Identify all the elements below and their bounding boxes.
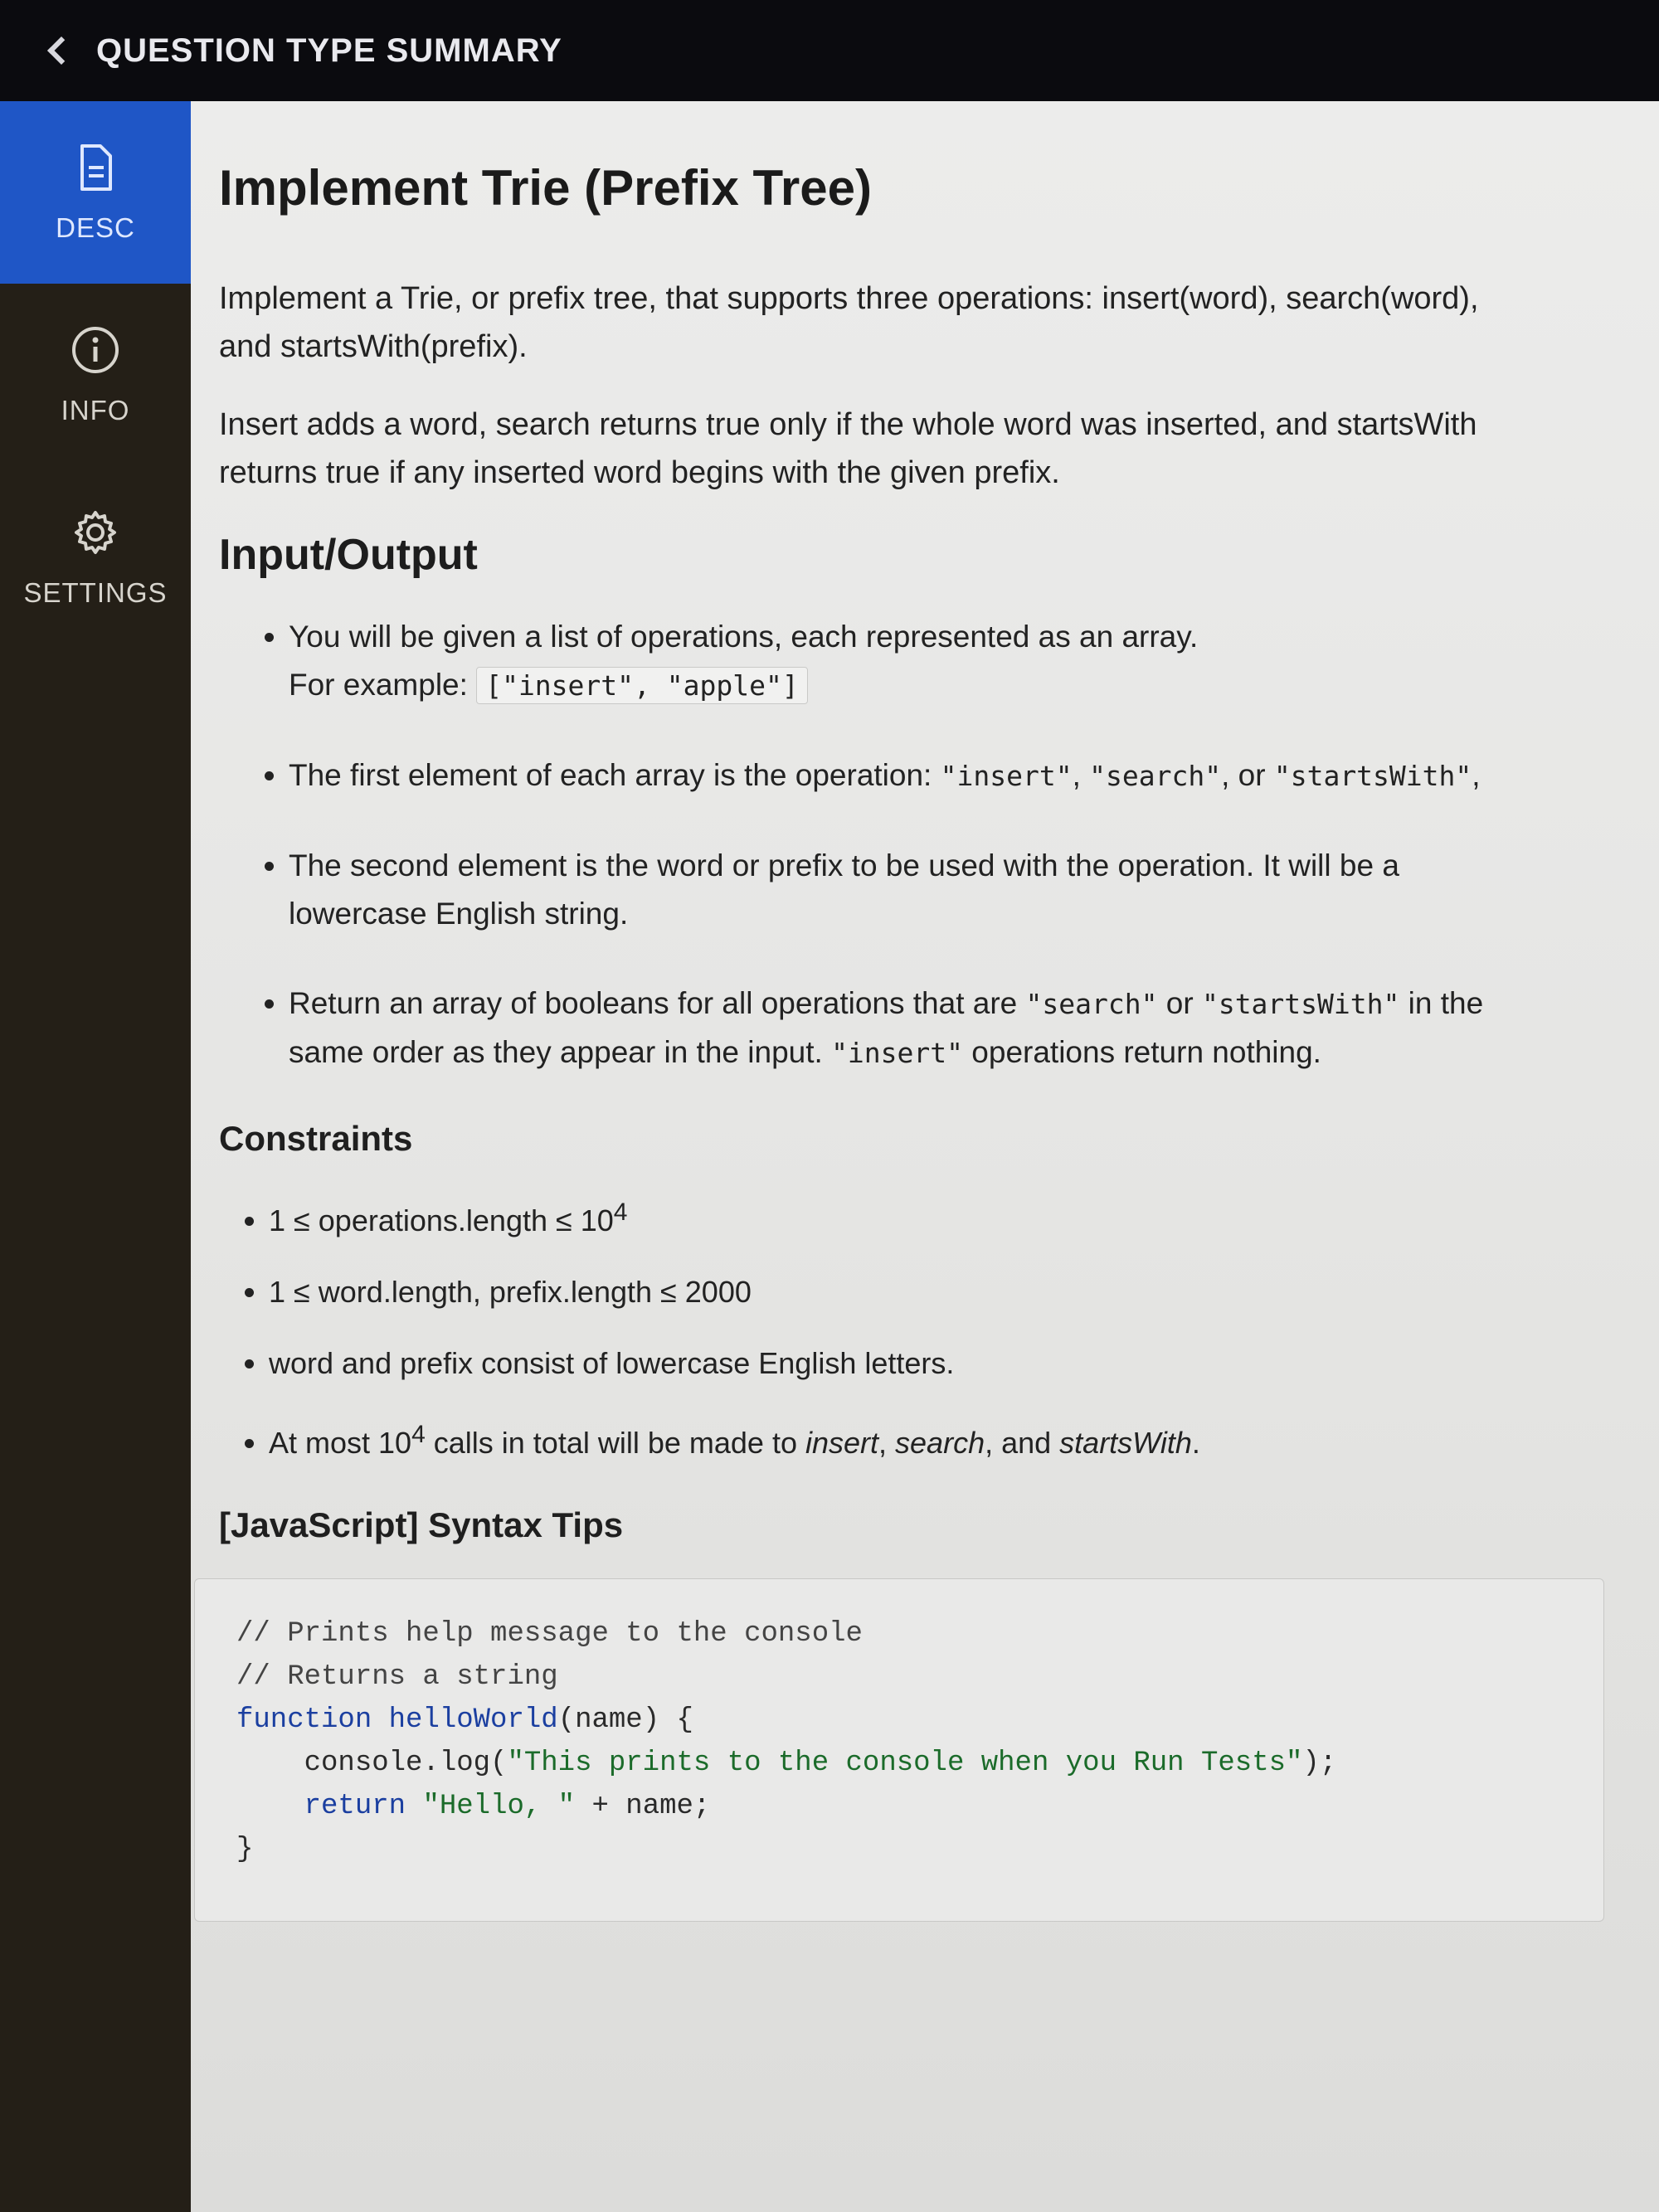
io-text: , [1472, 758, 1481, 792]
list-item [289, 613, 1488, 710]
problem-title: Implement Trie (Prefix Tree) [219, 160, 872, 216]
superscript: 4 [411, 1421, 426, 1448]
list-item [269, 1343, 1488, 1384]
inline-code: "startsWith" [1201, 988, 1400, 1020]
back-chevron-icon[interactable] [47, 36, 75, 65]
sidebar [0, 101, 191, 2212]
superscript: 4 [613, 1198, 628, 1226]
example-code: ["insert", "apple"] [476, 667, 808, 704]
code-string: "This prints to the console when you Run Tests" [507, 1748, 1303, 1779]
constraint-text: At most 10 [269, 1426, 412, 1460]
constraints-list [219, 1192, 1488, 1464]
inline-code: "insert" [831, 1037, 964, 1069]
code-text: + name; [575, 1791, 711, 1822]
description-paragraph: Implement a Trie, or prefix tree, that supports three operations: insert(word), search(word), and startsWith(prefix). [219, 281, 1479, 364]
constraints-heading: Constraints [219, 1119, 413, 1158]
top-bar [0, 0, 1659, 101]
sidebar-item-info[interactable] [0, 284, 191, 466]
inline-code: "insert" [940, 760, 1073, 792]
inline-code: "search" [1089, 760, 1222, 792]
syntax-tips-heading: [JavaScript] Syntax Tips [219, 1505, 624, 1544]
code-text: } [236, 1834, 254, 1865]
constraint-text: word and prefix consist of lowercase English letters. [269, 1346, 955, 1380]
description-panel [191, 101, 1659, 2212]
constraint-text: search [895, 1426, 985, 1460]
io-text: operations return nothing. [963, 1035, 1321, 1069]
description-paragraph: Insert adds a word, search returns true only if the whole word was inserted, and startsWith returns true if any inserted word begins with the given prefix. [219, 407, 1477, 490]
io-list [219, 613, 1488, 1077]
page-header-title[interactable]: QUESTION TYPE SUMMARY [96, 32, 562, 69]
code-string: "Hello, " [406, 1791, 576, 1822]
constraint-text: calls in total will be made to [425, 1426, 805, 1460]
sidebar-item-label: SETTINGS [23, 577, 168, 608]
constraint-text: insert [805, 1426, 879, 1460]
io-text: Return an array of booleans for all operations that are [289, 986, 1026, 1020]
list-item [269, 1271, 1488, 1313]
gear-icon [69, 506, 122, 559]
constraint-text: 1 ≤ word.length, prefix.length ≤ 2000 [269, 1275, 752, 1309]
constraint-text: 1 ≤ operations.length ≤ 10 [269, 1203, 614, 1237]
io-text: , or [1221, 758, 1274, 792]
io-text: For example: [289, 668, 468, 702]
document-icon [69, 141, 122, 194]
sidebar-item-desc[interactable] [0, 101, 191, 284]
list-item [269, 1192, 1488, 1242]
code-comment: // Prints help message to the console [236, 1618, 863, 1650]
code-keyword: return [236, 1791, 406, 1822]
code-keyword: function [236, 1704, 372, 1736]
constraint-text: , [878, 1426, 896, 1460]
code-function: helloWorld [388, 1704, 558, 1736]
sidebar-item-settings[interactable] [0, 466, 191, 649]
sidebar-item-label: INFO [61, 395, 130, 425]
constraint-text: . [1191, 1426, 1200, 1460]
info-icon [69, 323, 122, 377]
code-comment: // Returns a string [236, 1661, 558, 1693]
inline-code: "search" [1025, 988, 1158, 1020]
constraint-text: , and [985, 1426, 1060, 1460]
inline-code: "startsWith" [1273, 760, 1472, 792]
list-item [289, 842, 1488, 938]
code-text: console.log( [236, 1748, 508, 1779]
io-text: You will be given a list of operations, each represented as an array. [289, 620, 1199, 654]
io-text: The second element is the word or prefix to be used with the operation. It will be a lowercase English string. [289, 848, 1399, 931]
code-text: ); [1302, 1748, 1337, 1779]
list-item [289, 980, 1488, 1077]
io-text: The first element of each array is the operation: [289, 758, 941, 792]
code-text: (name) { [557, 1704, 693, 1736]
list-item [269, 1414, 1488, 1464]
code-block [194, 1578, 1604, 1922]
sidebar-item-label: DESC [56, 212, 135, 243]
io-text: in the same order as they appear in the input. [289, 986, 1484, 1069]
list-item [289, 751, 1488, 800]
io-text: or [1157, 986, 1202, 1020]
io-text: , [1072, 758, 1090, 792]
io-heading: Input/Output [219, 531, 478, 579]
constraint-text: startsWith [1059, 1426, 1192, 1460]
